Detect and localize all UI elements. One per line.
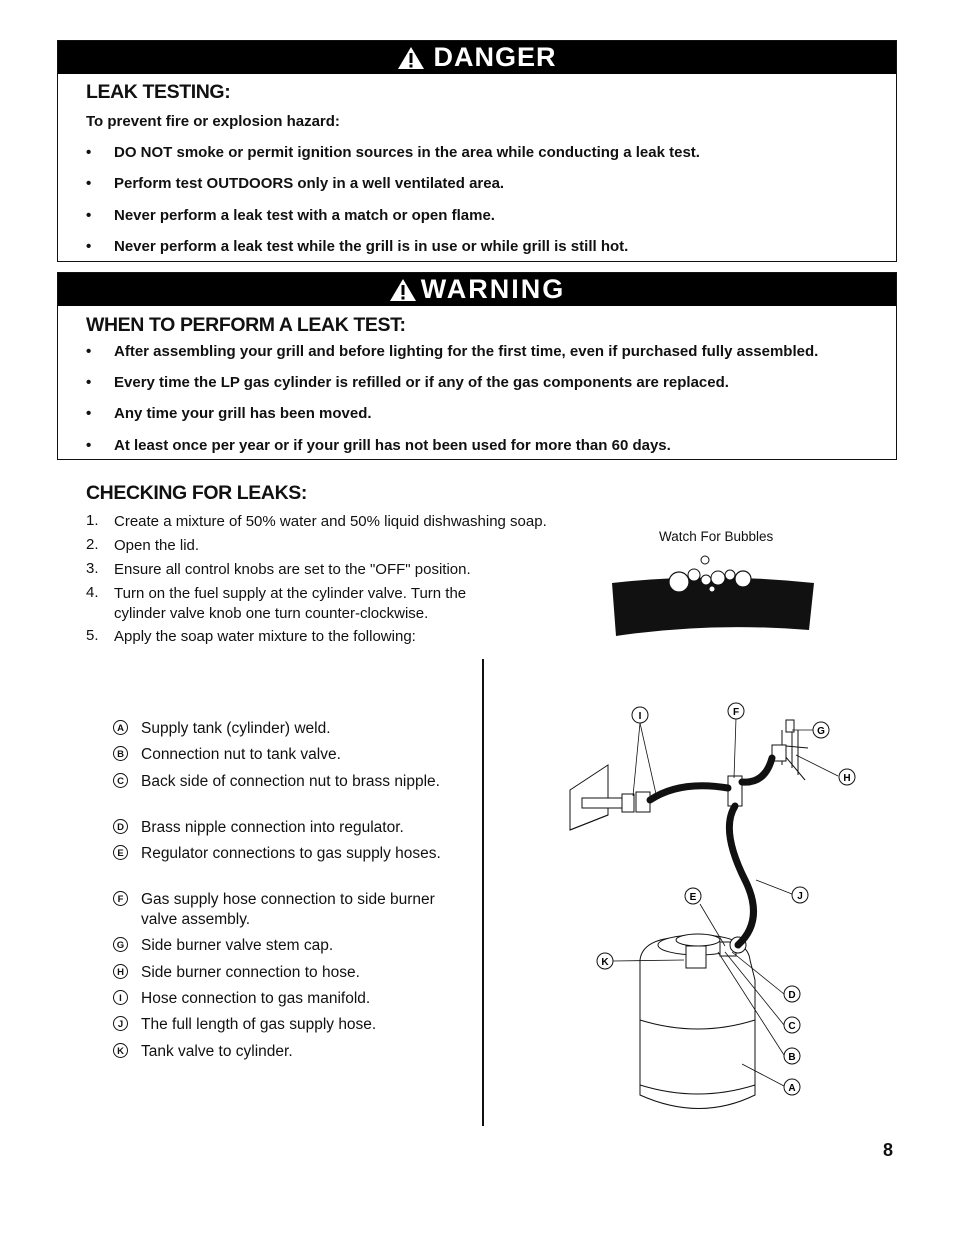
part-letter: E: [113, 845, 128, 860]
bullet: •: [86, 144, 92, 161]
danger-item-text: Never perform a leak test while the grill is in use or while grill is still hot.: [114, 238, 629, 255]
bullet: •: [86, 238, 92, 255]
danger-item-text: Perform test OUTDOORS only in a well ventilated area.: [114, 175, 505, 192]
part-text: Back side of connection nut to brass nipple.: [141, 773, 440, 790]
diagram-label-C: C: [788, 1021, 796, 1032]
part-letter: D: [113, 819, 128, 834]
bullet: •: [86, 437, 92, 454]
part-letter: F: [113, 891, 128, 906]
step-text: Apply the soap water mixture to the following:: [114, 628, 416, 645]
step-number: 2.: [86, 536, 99, 553]
part-text: Side burner connection to hose.: [141, 964, 360, 981]
part-text: Hose connection to gas manifold.: [141, 990, 371, 1007]
diagram-label-G: G: [817, 726, 825, 737]
part-letter: I: [113, 990, 128, 1005]
diagram-label-B: B: [788, 1052, 796, 1063]
part-text: Tank valve to cylinder.: [141, 1043, 293, 1060]
column-divider: [482, 659, 484, 1126]
diagram-label-K: K: [601, 957, 609, 968]
checking-heading: CHECKING FOR LEAKS:: [86, 482, 307, 504]
part-letter: G: [113, 937, 128, 952]
step-number: 3.: [86, 560, 99, 577]
part-text: Supply tank (cylinder) weld.: [141, 720, 331, 737]
diagram-label-H: H: [843, 773, 851, 784]
step-number: 5.: [86, 627, 99, 644]
diagram-label-J: J: [797, 891, 803, 902]
step-number: 1.: [86, 512, 99, 529]
warning-item-text: Every time the LP gas cylinder is refilled or if any of the gas components are replaced.: [114, 374, 729, 391]
diagram-label-F: F: [732, 707, 740, 718]
gas-connection-diagram: [560, 690, 880, 1120]
part-text: Gas supply hose connection to side burner valve assembly.: [141, 891, 435, 928]
diagram-label-A: A: [788, 1083, 796, 1094]
part-letter: C: [113, 773, 128, 788]
warning-item-text: After assembling your grill and before lighting for the first time, even if purchased fully assembled.: [114, 343, 819, 360]
warning-item-text: At least once per year or if your grill has not been used for more than 60 days.: [114, 437, 671, 454]
bubbles-caption: Watch For Bubbles: [659, 529, 774, 544]
warning-triangle-icon: [397, 46, 425, 70]
diagram-label-D: D: [788, 990, 796, 1001]
bullet: •: [86, 405, 92, 422]
part-letter: A: [113, 720, 128, 735]
part-letter: B: [113, 746, 128, 761]
bullet: •: [86, 175, 92, 192]
leak-testing-heading: LEAK TESTING:: [86, 81, 231, 103]
step-text: Open the lid.: [114, 537, 200, 554]
step-number: 4.: [86, 584, 99, 601]
bullet: •: [86, 207, 92, 224]
part-letter: J: [113, 1016, 128, 1031]
bullet: •: [86, 343, 92, 360]
page-number: 8: [883, 1140, 894, 1160]
warning-banner-text: WARNING: [420, 274, 566, 304]
part-text: Brass nipple connection into regulator.: [141, 819, 404, 836]
danger-banner: [58, 41, 896, 74]
danger-item-text: Never perform a leak test with a match or open flame.: [114, 207, 495, 224]
danger-intro: To prevent fire or explosion hazard:: [86, 113, 340, 130]
part-text: The full length of gas supply hose.: [141, 1016, 377, 1033]
part-letter: K: [113, 1043, 128, 1058]
hose-bubbles-illustration: [600, 550, 830, 640]
step-text: Ensure all control knobs are set to the "OFF" position.: [114, 561, 471, 578]
warning-triangle-icon: [389, 278, 417, 302]
part-letter: H: [113, 964, 128, 979]
when-to-test-heading: WHEN TO PERFORM A LEAK TEST:: [86, 314, 406, 336]
part-text: Side burner valve stem cap.: [141, 937, 334, 954]
step-text: Create a mixture of 50% water and 50% liquid dishwashing soap.: [114, 513, 547, 530]
danger-item-text: DO NOT smoke or permit ignition sources in the area while conducting a leak test.: [114, 144, 700, 161]
warning-item-text: Any time your grill has been moved.: [114, 405, 372, 422]
bullet: •: [86, 374, 92, 391]
warning-banner: [58, 273, 896, 306]
part-text: Regulator connections to gas supply hoses.: [141, 845, 441, 862]
step-text: Turn on the fuel supply at the cylinder valve. Turn the cylinder valve knob one turn counter-clockwise.: [114, 585, 467, 622]
part-text: Connection nut to tank valve.: [141, 746, 341, 763]
warning-box: [57, 272, 897, 460]
diagram-label-I: I: [638, 711, 642, 722]
diagram-label-E: E: [689, 892, 697, 903]
danger-banner-text: DANGER: [433, 42, 557, 72]
